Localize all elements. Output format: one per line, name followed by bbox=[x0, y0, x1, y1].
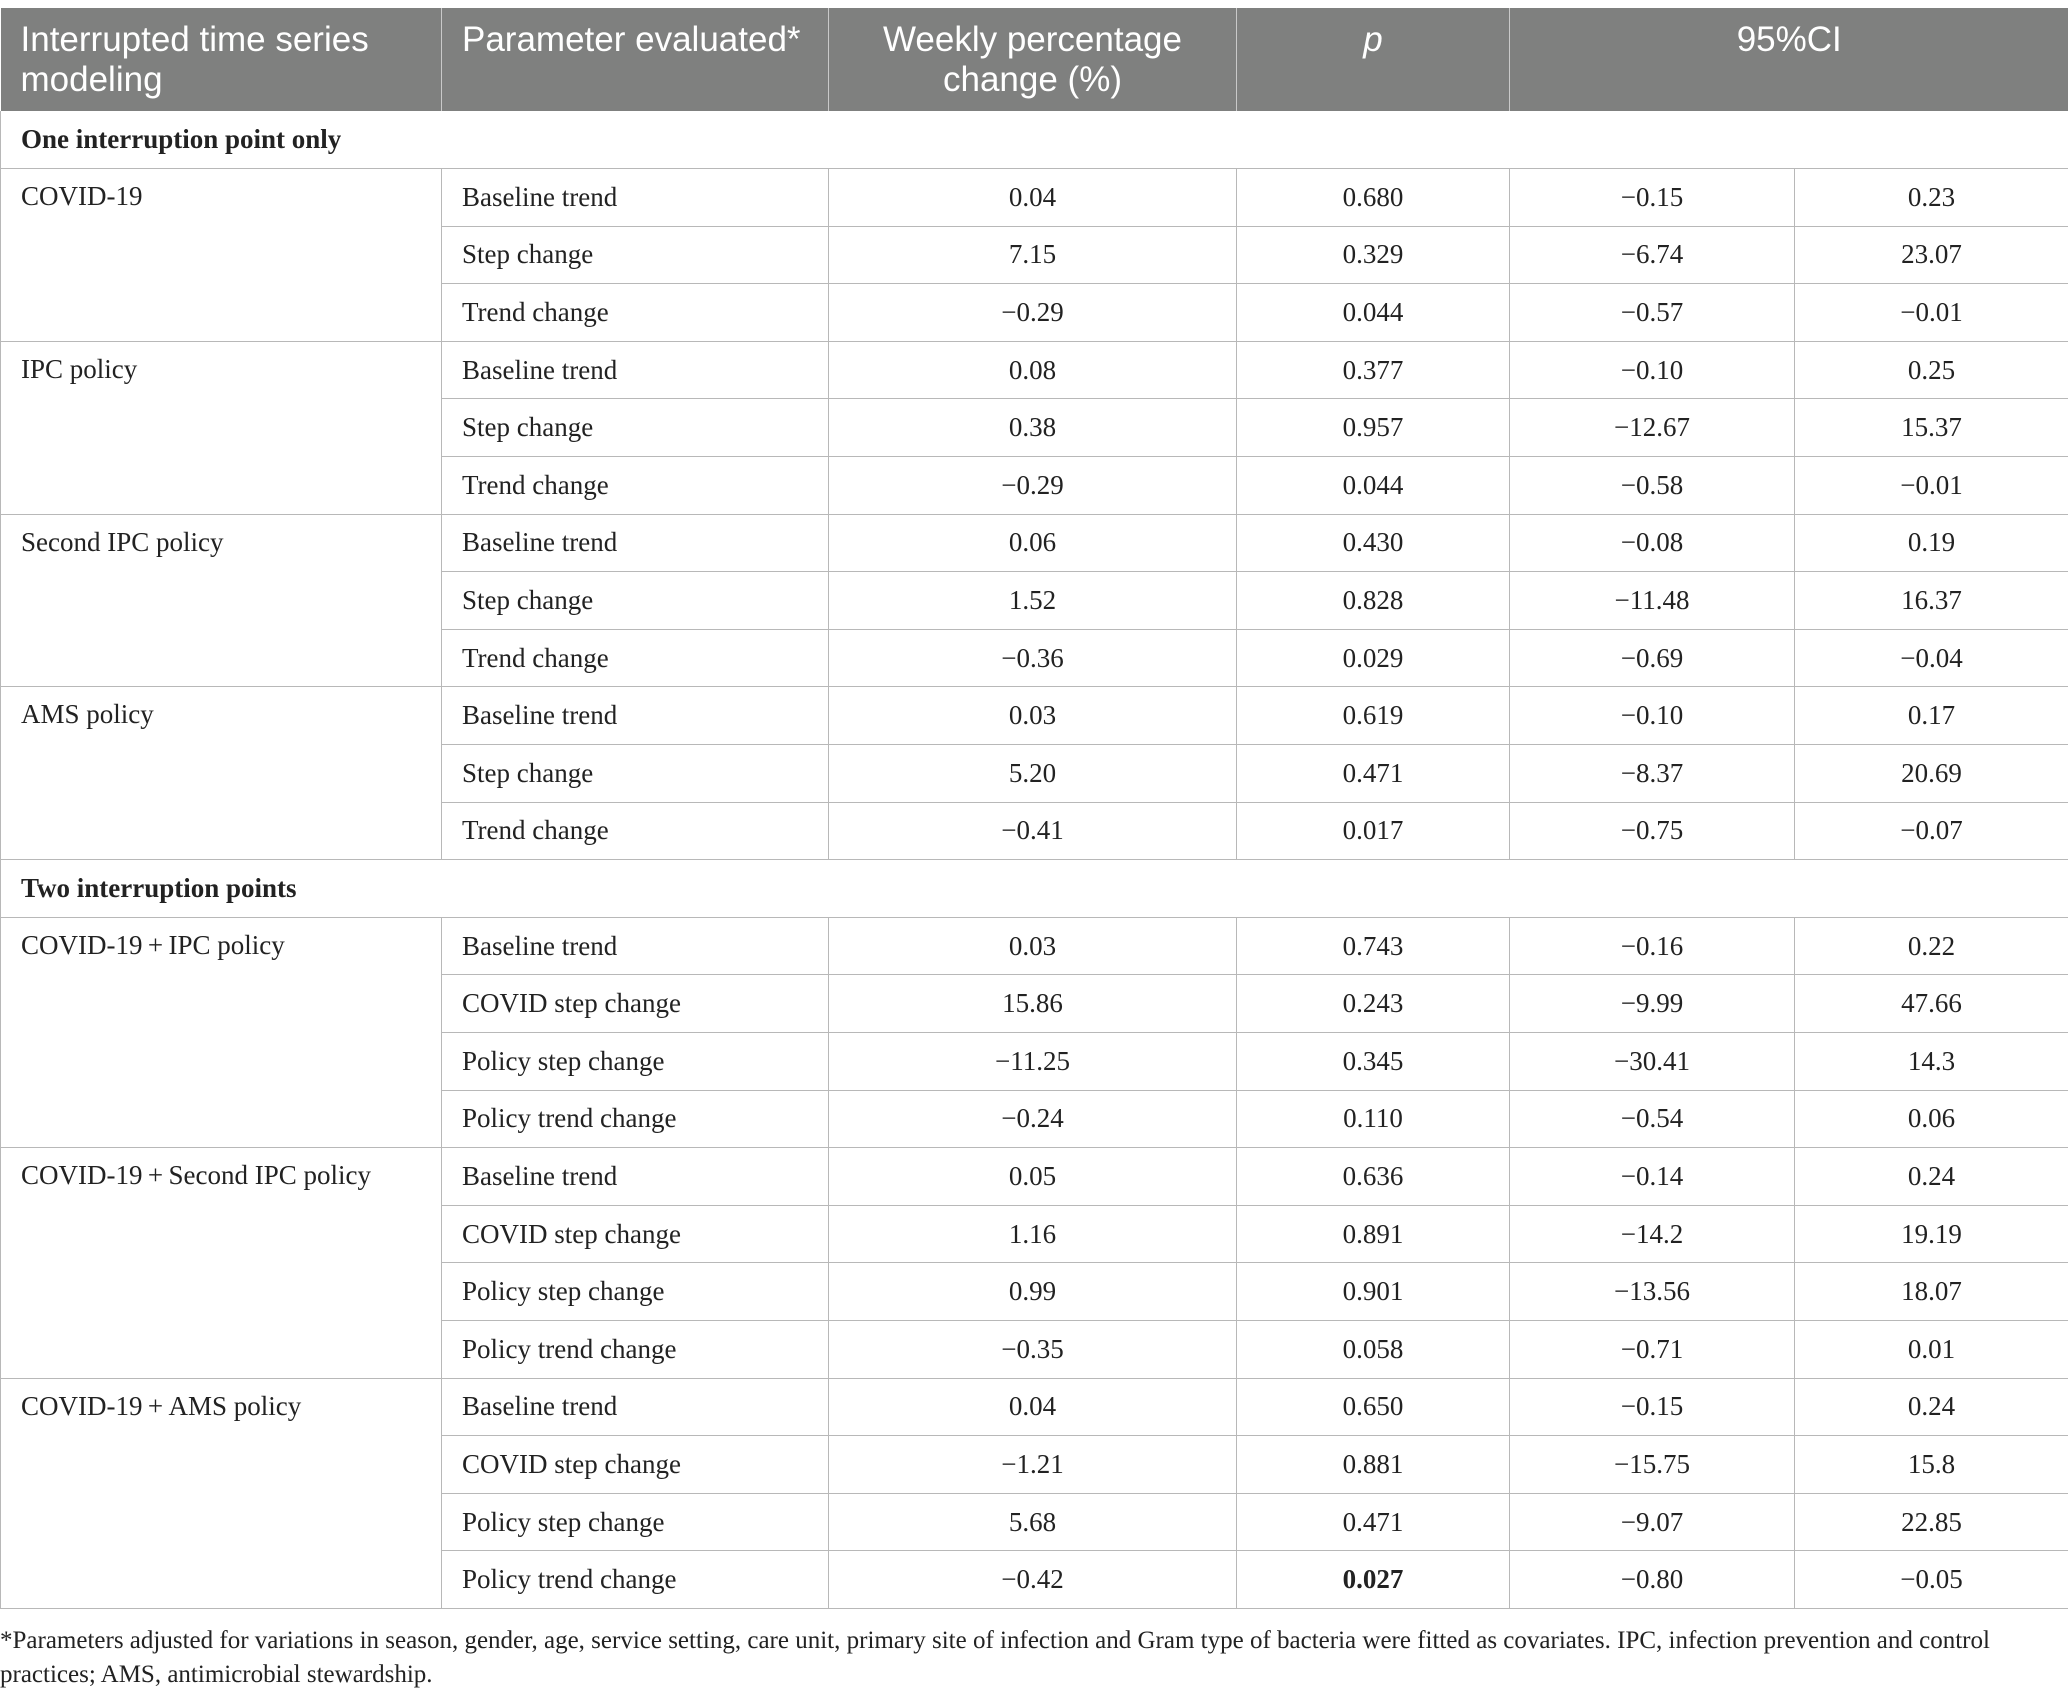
p-value-cell: 0.027 bbox=[1237, 1551, 1510, 1609]
ci-upper-cell: 47.66 bbox=[1795, 975, 2068, 1033]
weekly-change-cell: −0.42 bbox=[829, 1551, 1237, 1609]
ci-upper-cell: −0.04 bbox=[1795, 629, 2068, 687]
parameter-cell: Policy step change bbox=[442, 1033, 829, 1091]
parameter-cell: Baseline trend bbox=[442, 687, 829, 745]
ci-upper-cell: 20.69 bbox=[1795, 745, 2068, 803]
results-table bbox=[0, 8, 2068, 1609]
ci-upper-cell: 18.07 bbox=[1795, 1263, 2068, 1321]
weekly-change-cell: 15.86 bbox=[829, 975, 1237, 1033]
ci-lower-cell: −8.37 bbox=[1510, 745, 1795, 803]
weekly-change-cell: 0.05 bbox=[829, 1148, 1237, 1206]
table-row bbox=[1, 169, 2068, 227]
ci-lower-cell: −0.08 bbox=[1510, 514, 1795, 572]
ci-upper-cell: 0.22 bbox=[1795, 917, 2068, 975]
p-value-cell: 0.881 bbox=[1237, 1436, 1510, 1494]
ci-upper-cell: 0.19 bbox=[1795, 514, 2068, 572]
header-weekly-change: Weekly percentage change (%) bbox=[829, 8, 1237, 111]
table-row bbox=[1, 1148, 2068, 1206]
p-value-cell: 0.957 bbox=[1237, 399, 1510, 457]
model-name: COVID-19 + IPC policy bbox=[1, 917, 442, 1147]
weekly-change-cell: 7.15 bbox=[829, 226, 1237, 284]
ci-upper-cell: 0.23 bbox=[1795, 169, 2068, 227]
ci-upper-cell: 0.25 bbox=[1795, 341, 2068, 399]
ci-upper-cell: −0.07 bbox=[1795, 802, 2068, 860]
p-value-cell: 0.044 bbox=[1237, 284, 1510, 342]
ci-lower-cell: −0.10 bbox=[1510, 687, 1795, 745]
ci-lower-cell: −9.99 bbox=[1510, 975, 1795, 1033]
parameter-cell: Trend change bbox=[442, 457, 829, 515]
header-p-label: p bbox=[1363, 20, 1383, 59]
weekly-change-cell: 1.16 bbox=[829, 1205, 1237, 1263]
ci-upper-cell: 14.3 bbox=[1795, 1033, 2068, 1091]
p-value-cell: 0.471 bbox=[1237, 1493, 1510, 1551]
p-value-cell: 0.636 bbox=[1237, 1148, 1510, 1206]
parameter-cell: Policy step change bbox=[442, 1263, 829, 1321]
parameter-cell: Step change bbox=[442, 745, 829, 803]
ci-lower-cell: −0.80 bbox=[1510, 1551, 1795, 1609]
parameter-cell: Baseline trend bbox=[442, 1378, 829, 1436]
section-title: Two interruption points bbox=[1, 860, 2068, 918]
ci-lower-cell: −0.57 bbox=[1510, 284, 1795, 342]
p-value-cell: 0.619 bbox=[1237, 687, 1510, 745]
parameter-cell: COVID step change bbox=[442, 975, 829, 1033]
p-value-cell: 0.891 bbox=[1237, 1205, 1510, 1263]
weekly-change-cell: −0.35 bbox=[829, 1320, 1237, 1378]
model-name: IPC policy bbox=[1, 341, 442, 514]
ci-lower-cell: −13.56 bbox=[1510, 1263, 1795, 1321]
parameter-cell: Baseline trend bbox=[442, 341, 829, 399]
p-value-cell: 0.058 bbox=[1237, 1320, 1510, 1378]
ci-lower-cell: −11.48 bbox=[1510, 572, 1795, 630]
weekly-change-cell: 0.38 bbox=[829, 399, 1237, 457]
ci-upper-cell: 23.07 bbox=[1795, 226, 2068, 284]
parameter-cell: Policy trend change bbox=[442, 1551, 829, 1609]
ci-upper-cell: 22.85 bbox=[1795, 1493, 2068, 1551]
parameter-cell: Trend change bbox=[442, 284, 829, 342]
ci-upper-cell: 0.06 bbox=[1795, 1090, 2068, 1148]
ci-lower-cell: −0.69 bbox=[1510, 629, 1795, 687]
ci-upper-cell: 0.01 bbox=[1795, 1320, 2068, 1378]
weekly-change-cell: 5.68 bbox=[829, 1493, 1237, 1551]
parameter-cell: Policy trend change bbox=[442, 1320, 829, 1378]
p-value-cell: 0.377 bbox=[1237, 341, 1510, 399]
weekly-change-cell: −1.21 bbox=[829, 1436, 1237, 1494]
ci-upper-cell: 19.19 bbox=[1795, 1205, 2068, 1263]
weekly-change-cell: −0.24 bbox=[829, 1090, 1237, 1148]
parameter-cell: Trend change bbox=[442, 802, 829, 860]
p-value-cell: 0.329 bbox=[1237, 226, 1510, 284]
header-p-value bbox=[1237, 8, 1510, 111]
p-value-cell: 0.345 bbox=[1237, 1033, 1510, 1091]
model-name: COVID-19 + AMS policy bbox=[1, 1378, 442, 1608]
section-row bbox=[1, 111, 2068, 169]
weekly-change-cell: 1.52 bbox=[829, 572, 1237, 630]
p-value-cell: 0.901 bbox=[1237, 1263, 1510, 1321]
p-value-cell: 0.650 bbox=[1237, 1378, 1510, 1436]
ci-lower-cell: −0.10 bbox=[1510, 341, 1795, 399]
footnote: *Parameters adjusted for variations in season, gender, age, service setting, care unit, primary site of infection and Gram type of bacteria were fitted as covariates. IPC, infection prevention and control practices; AMS, antimicrobial stewardship. bbox=[0, 1627, 1990, 1688]
p-value-cell: 0.743 bbox=[1237, 917, 1510, 975]
ci-lower-cell: −0.15 bbox=[1510, 1378, 1795, 1436]
weekly-change-cell: 0.03 bbox=[829, 687, 1237, 745]
parameter-cell: Step change bbox=[442, 399, 829, 457]
weekly-change-cell: 0.03 bbox=[829, 917, 1237, 975]
ci-upper-cell: 16.37 bbox=[1795, 572, 2068, 630]
parameter-cell: Step change bbox=[442, 572, 829, 630]
weekly-change-cell: −11.25 bbox=[829, 1033, 1237, 1091]
header-row bbox=[1, 8, 2068, 111]
parameter-cell: Baseline trend bbox=[442, 1148, 829, 1206]
weekly-change-cell: 0.04 bbox=[829, 169, 1237, 227]
header-parameter: Parameter evaluated* bbox=[442, 8, 829, 111]
ci-lower-cell: −30.41 bbox=[1510, 1033, 1795, 1091]
weekly-change-cell: −0.41 bbox=[829, 802, 1237, 860]
parameter-cell: Trend change bbox=[442, 629, 829, 687]
header-modeling: Interrupted time series modeling bbox=[1, 8, 442, 111]
parameter-cell: Policy trend change bbox=[442, 1090, 829, 1148]
p-value-cell: 0.828 bbox=[1237, 572, 1510, 630]
p-value-cell: 0.044 bbox=[1237, 457, 1510, 515]
weekly-change-cell: 0.06 bbox=[829, 514, 1237, 572]
ci-upper-cell: 15.8 bbox=[1795, 1436, 2068, 1494]
ci-lower-cell: −0.15 bbox=[1510, 169, 1795, 227]
table-row bbox=[1, 514, 2068, 572]
table-body bbox=[1, 111, 2068, 1608]
ci-upper-cell: 0.17 bbox=[1795, 687, 2068, 745]
p-value-cell: 0.471 bbox=[1237, 745, 1510, 803]
ci-upper-cell: 0.24 bbox=[1795, 1148, 2068, 1206]
ci-lower-cell: −0.75 bbox=[1510, 802, 1795, 860]
parameter-cell: COVID step change bbox=[442, 1436, 829, 1494]
ci-lower-cell: −0.16 bbox=[1510, 917, 1795, 975]
weekly-change-cell: −0.29 bbox=[829, 457, 1237, 515]
ci-lower-cell: −0.14 bbox=[1510, 1148, 1795, 1206]
model-name: AMS policy bbox=[1, 687, 442, 860]
ci-lower-cell: −0.71 bbox=[1510, 1320, 1795, 1378]
ci-upper-cell: 15.37 bbox=[1795, 399, 2068, 457]
parameter-cell: Baseline trend bbox=[442, 917, 829, 975]
parameter-cell: Policy step change bbox=[442, 1493, 829, 1551]
model-name: Second IPC policy bbox=[1, 514, 442, 687]
table-row bbox=[1, 341, 2068, 399]
ci-lower-cell: −0.54 bbox=[1510, 1090, 1795, 1148]
p-value-cell: 0.110 bbox=[1237, 1090, 1510, 1148]
table-row bbox=[1, 917, 2068, 975]
section-row bbox=[1, 860, 2068, 918]
ci-lower-cell: −6.74 bbox=[1510, 226, 1795, 284]
header-ci: 95%CI bbox=[1510, 8, 2068, 111]
p-value-cell: 0.243 bbox=[1237, 975, 1510, 1033]
p-value-cell: 0.029 bbox=[1237, 629, 1510, 687]
ci-lower-cell: −15.75 bbox=[1510, 1436, 1795, 1494]
weekly-change-cell: −0.29 bbox=[829, 284, 1237, 342]
ci-lower-cell: −14.2 bbox=[1510, 1205, 1795, 1263]
p-value-cell: 0.017 bbox=[1237, 802, 1510, 860]
table-row bbox=[1, 1378, 2068, 1436]
weekly-change-cell: 0.04 bbox=[829, 1378, 1237, 1436]
ci-lower-cell: −9.07 bbox=[1510, 1493, 1795, 1551]
weekly-change-cell: 5.20 bbox=[829, 745, 1237, 803]
ci-upper-cell: 0.24 bbox=[1795, 1378, 2068, 1436]
ci-lower-cell: −0.58 bbox=[1510, 457, 1795, 515]
parameter-cell: Baseline trend bbox=[442, 514, 829, 572]
p-value-cell: 0.430 bbox=[1237, 514, 1510, 572]
weekly-change-cell: 0.99 bbox=[829, 1263, 1237, 1321]
table-wrapper bbox=[0, 8, 2068, 1609]
ci-upper-cell: −0.01 bbox=[1795, 284, 2068, 342]
parameter-cell: Step change bbox=[442, 226, 829, 284]
weekly-change-cell: −0.36 bbox=[829, 629, 1237, 687]
model-name: COVID-19 + Second IPC policy bbox=[1, 1148, 442, 1378]
parameter-cell: COVID step change bbox=[442, 1205, 829, 1263]
ci-upper-cell: −0.01 bbox=[1795, 457, 2068, 515]
parameter-cell: Baseline trend bbox=[442, 169, 829, 227]
model-name: COVID-19 bbox=[1, 169, 442, 342]
weekly-change-cell: 0.08 bbox=[829, 341, 1237, 399]
ci-upper-cell: −0.05 bbox=[1795, 1551, 2068, 1609]
p-value-cell: 0.680 bbox=[1237, 169, 1510, 227]
table-row bbox=[1, 687, 2068, 745]
section-title: One interruption point only bbox=[1, 111, 2068, 169]
ci-lower-cell: −12.67 bbox=[1510, 399, 1795, 457]
